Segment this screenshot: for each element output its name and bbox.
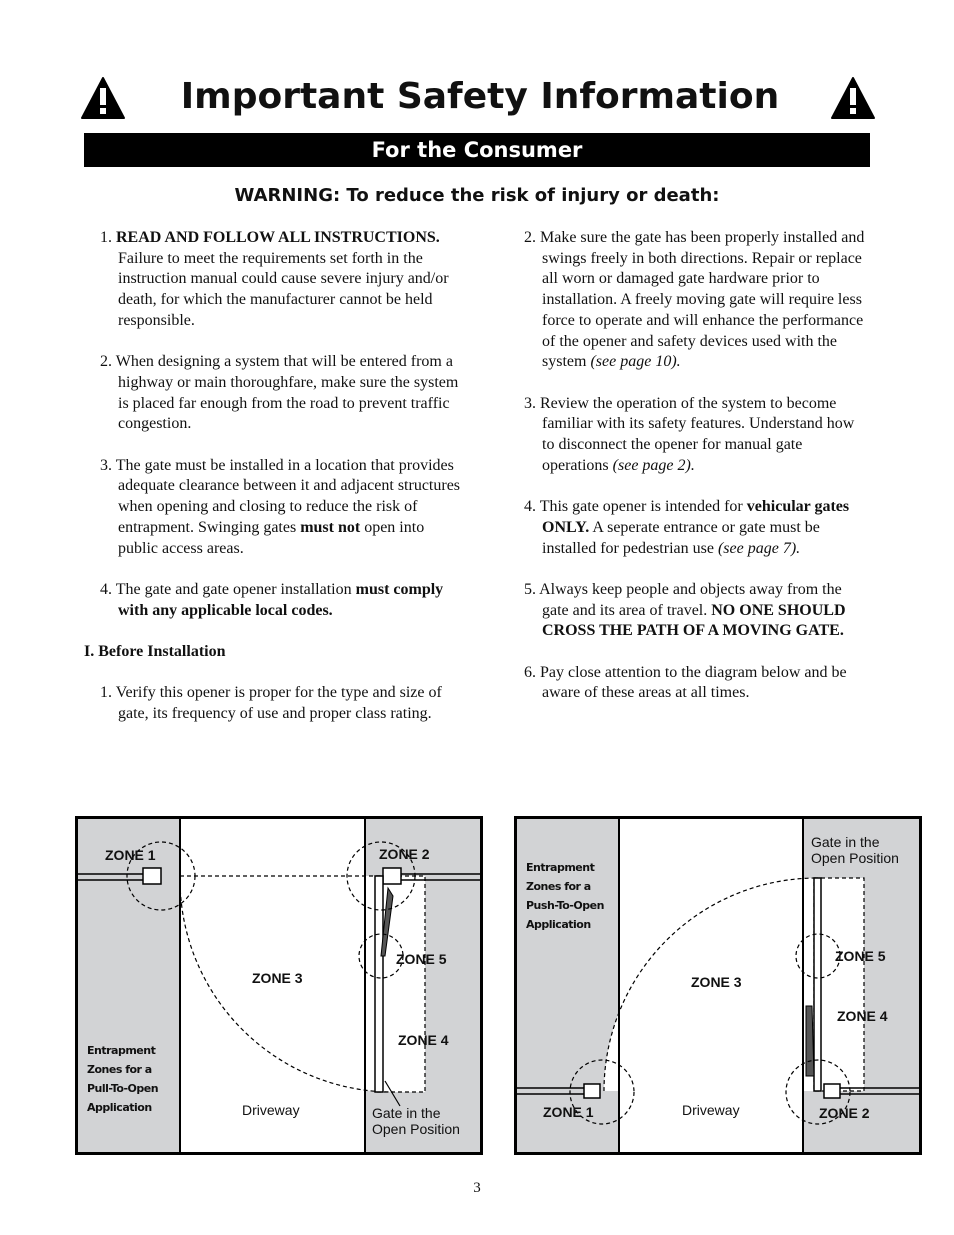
list-item: 4. The gate and gate opener installation must comply with any applicable local codes. <box>100 580 444 619</box>
right-column <box>508 228 868 725</box>
diagram-caption: Entrapment Zones for a Push-To-Open Application <box>526 861 604 931</box>
list-item: 2. Make sure the gate has been properly installed and swings freely in both directions. Repair or replace all worn or damaged gate hardware prior to installation. A freely moving gate will require less force to operate and will enhance the performance of the opener and safety devices used with the system (see page 10). <box>524 229 865 371</box>
zone-1-label: ZONE 1 <box>105 847 156 863</box>
zone-1-label: ZONE 1 <box>543 1104 594 1120</box>
zone-5-label: ZONE 5 <box>396 951 447 967</box>
warning-triangle-icon <box>830 76 876 122</box>
list-item: 1. Verify this opener is proper for the type and size of gate, its frequency of use and proper class rating. <box>100 684 442 723</box>
list-item: 2. When designing a system that will be entered from a highway or main thoroughfare, make sure the system is placed far enough from the road to prevent traffic congestion. <box>100 353 459 433</box>
zone-3-label: ZONE 3 <box>691 974 742 990</box>
list-item: 4. This gate opener is intended for vehicular gates ONLY. A seperate entrance or gate must be installed for pedestrian use (see page 7). <box>524 498 850 557</box>
title-row <box>0 72 954 132</box>
zone-4-label: ZONE 4 <box>398 1032 449 1048</box>
page-title: Important Safety Information <box>180 76 780 117</box>
list-item: 5. Always keep people and objects away from the gate and its area of travel. NO ONE SHOULD CROSS THE PATH OF A MOVING GATE. <box>524 580 846 640</box>
warning-triangle-icon <box>80 76 126 122</box>
zone-3-label: ZONE 3 <box>252 970 303 986</box>
list-item: 3. Review the operation of the system to become familiar with its safety features. Understand how to disconnect the opener for manual gate operations (see page 2). <box>524 394 855 474</box>
list-item: 6. Pay close attention to the diagram below and be aware of these areas at all times. <box>524 663 847 702</box>
warning-heading: WARNING: To reduce the risk of injury or death: <box>234 185 720 206</box>
list-item: 1. READ AND FOLLOW ALL INSTRUCTIONS. Failure to meet the requirements set forth in the instruction manual could cause severe injury and/or death, for which the manufacturer cannot be held responsible. <box>100 229 449 329</box>
left-column <box>84 228 464 745</box>
gate-position-label: Gate in the Open Position <box>372 1105 460 1137</box>
page-number: 3 <box>473 1180 481 1196</box>
diagram-caption: Entrapment Zones for a Pull-To-Open Application <box>87 1044 159 1114</box>
zone-4-label: ZONE 4 <box>837 1008 888 1024</box>
zone-2-label: ZONE 2 <box>819 1105 870 1121</box>
gate-position-label: Gate in the Open Position <box>811 834 899 866</box>
driveway-label: Driveway <box>682 1102 740 1118</box>
zone-2-label: ZONE 2 <box>379 846 430 862</box>
zone-5-label: ZONE 5 <box>835 948 886 964</box>
section-heading: I. Before Installation <box>84 643 226 660</box>
subtitle-bar: For the Consumer <box>84 133 870 167</box>
pull-to-open-diagram <box>75 816 483 1156</box>
list-item: 3. The gate must be installed in a location that provides adequate clearance between it and adjacent structures when opening and closing to reduce the risk of entrapment. Swinging gates must not open into public access areas. <box>100 456 461 557</box>
driveway-label: Driveway <box>242 1102 300 1118</box>
push-to-open-diagram <box>514 816 922 1156</box>
